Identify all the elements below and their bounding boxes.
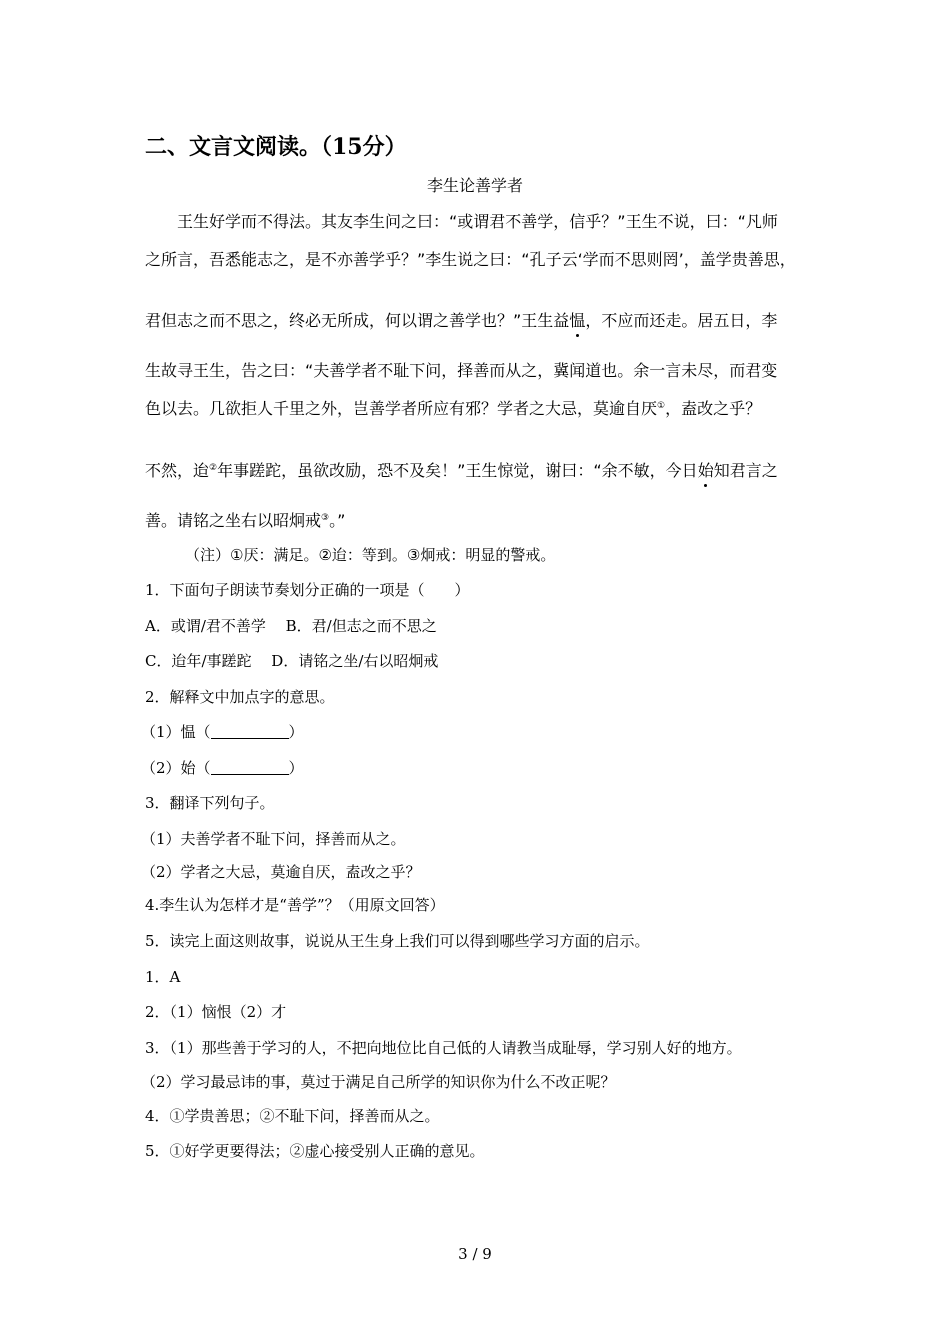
passage-line-5 — [145, 396, 761, 419]
section-title: 二、文言文阅读。（15分） — [145, 134, 407, 160]
answer-4: 4．①学贵善思；②不耻下问，择善而从之。 — [145, 1107, 440, 1125]
question-3: 3．翻译下列句子。 — [145, 794, 275, 812]
footnote-mark-2: ② — [209, 463, 218, 473]
passage-line-6-a: 不然，迨 — [145, 461, 210, 480]
passage-line-6-b: 年事蹉跎，虽欲改励，恐不及矣！”王生惊觉，谢曰：“余不敏，今日 — [217, 461, 698, 480]
passage-line-1: 王生好学而不得法。其友李生问之曰：“或谓君不善学，信乎？”王生不说，曰：“凡师 — [177, 212, 778, 231]
passage-line-6 — [145, 458, 778, 481]
question-3-2: （2）学者之大忌，莫逾自厌，盍改之乎？ — [141, 863, 421, 881]
question-1-options-ab: A．或谓/君不善学 B．君/但志之而不思之 — [145, 617, 437, 635]
page-number: 3 / 9 — [458, 1245, 492, 1263]
question-2-2-label: （2）始（ — [141, 759, 211, 777]
question-2-1 — [141, 721, 304, 742]
passage-line-7-a: 善。请铭之坐右以昭炯戒 — [145, 511, 322, 530]
passage-line-6-c: 知君言之 — [713, 461, 778, 480]
answer-blank-2[interactable] — [211, 760, 289, 775]
question-2-2 — [141, 757, 304, 778]
passage-line-7-b: 。” — [329, 511, 346, 530]
answer-3-1: 3．（1）那些善于学习的人，不把向地位比自己低的人请教当成耻辱，学习别人好的地方。 — [145, 1039, 742, 1057]
question-2-1-close: ） — [288, 723, 304, 741]
passage-line-4: 生故寻王生，告之曰：“夫善学者不耻下问，择善而从之，冀闻道也。余一言未尽，而君变 — [145, 361, 778, 380]
question-2-2-close: ） — [288, 759, 304, 777]
question-2-1-label: （1）愠（ — [141, 723, 211, 741]
passage-title: 李生论善学者 — [426, 176, 523, 195]
question-5: 5．读完上面这则故事，说说从王生身上我们可以得到哪些学习方面的启示。 — [145, 932, 650, 950]
passage-line-2: 之所言，吾悉能志之，是不亦善学乎？”李生说之曰：“孔子云‘学而不思则罔’，盖学贵善思， — [145, 250, 796, 269]
passage-line-3 — [145, 308, 777, 331]
dotted-char-shi: 始 — [698, 458, 714, 481]
answer-5: 5．①好学更要得法；②虚心接受别人正确的意见。 — [145, 1142, 485, 1160]
question-1-options-cd: C．迨年/事蹉跎 D．请铭之坐/右以昭炯戒 — [145, 652, 439, 670]
dotted-char-yun: 愠 — [569, 308, 585, 331]
question-4: 4.李生认为怎样才是“善学”？（用原文回答） — [145, 896, 445, 914]
passage-line-3-a: 君但志之而不思之，终必无所成，何以谓之善学也？”王生益 — [145, 311, 570, 330]
passage-line-5-b: ，盍改之乎？ — [665, 399, 762, 418]
answer-3-2: （2）学习最忌讳的事，莫过于满足自己所学的知识你为什么不改正呢？ — [141, 1073, 616, 1091]
passage-line-5-a: 色以去。几欲拒人千里之外，岂善学者所应有邪？学者之大忌，莫逾自厌 — [145, 399, 658, 418]
footnote-mark-1: ① — [657, 401, 666, 411]
question-3-1: （1）夫善学者不耻下问，择善而从之。 — [141, 830, 406, 848]
question-1: 1．下面句子朗读节奏划分正确的一项是（ ） — [145, 581, 470, 599]
passage-line-7 — [145, 508, 345, 531]
footnote-mark-3: ③ — [321, 513, 330, 523]
answer-blank-1[interactable] — [211, 724, 289, 739]
answer-1: 1．A — [145, 968, 181, 986]
question-2: 2．解释文中加点字的意思。 — [145, 688, 335, 706]
passage-note: （注）①厌：满足。②迨：等到。③炯戒：明显的警戒。 — [185, 546, 556, 564]
answer-2: 2．（1）恼恨（2）才 — [145, 1003, 287, 1021]
passage-line-3-b: ，不应而还走。居五日，李 — [585, 311, 778, 330]
